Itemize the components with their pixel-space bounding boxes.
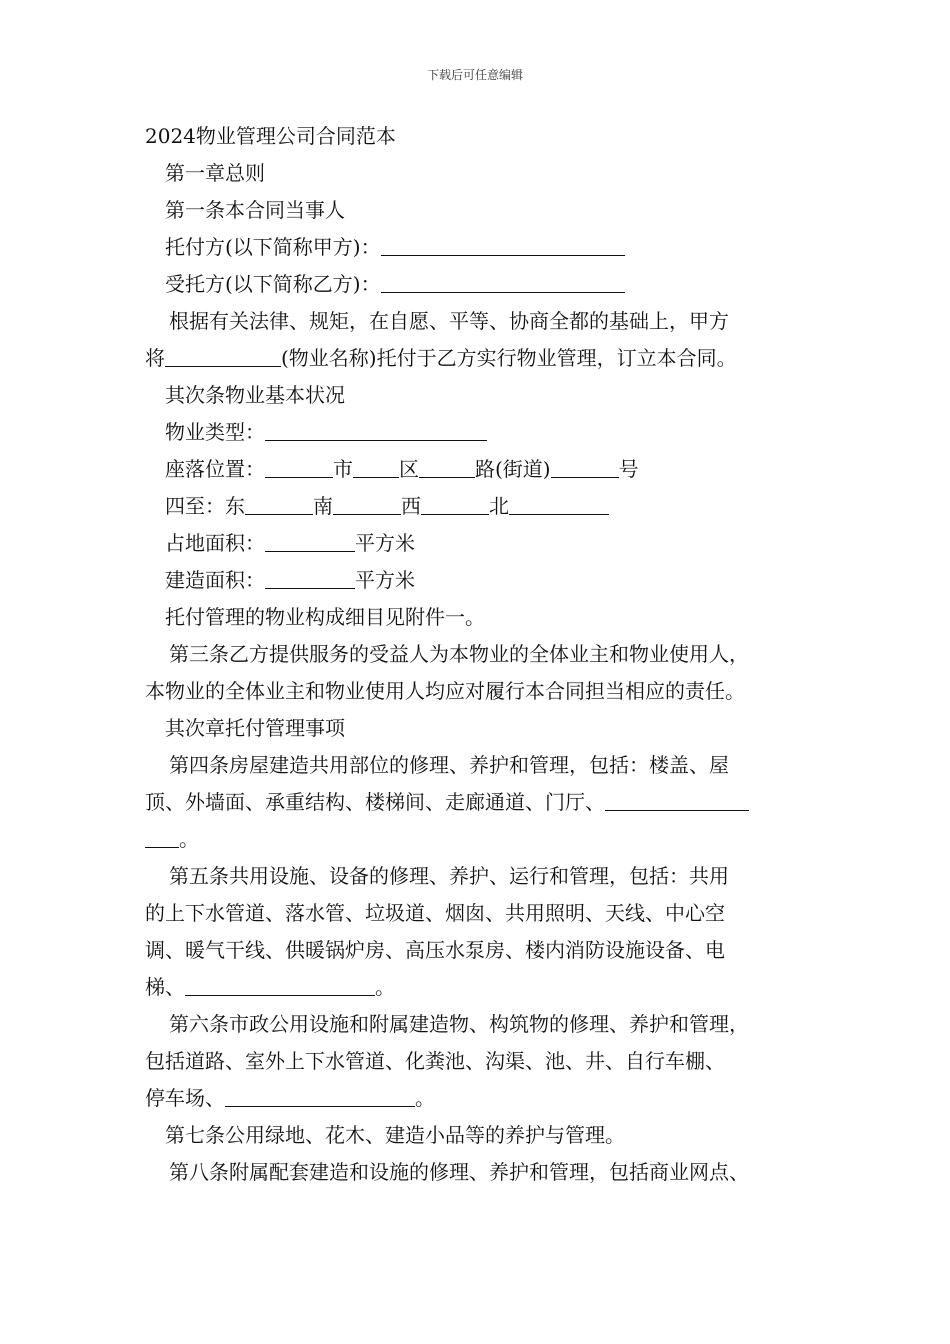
field-label: 建造面积：	[165, 568, 265, 592]
field-label: 南	[313, 494, 333, 518]
south-blank	[333, 490, 401, 515]
party-a-label: 托付方(以下简称甲方)：	[165, 235, 381, 259]
paragraph-line: 托付管理的物业构成细目见附件一。	[165, 605, 485, 629]
paragraph-line	[145, 821, 825, 858]
paragraph-text: 顶、外墙面、承重结构、楼梯间、走廊通道、门厅、	[145, 790, 605, 814]
paragraph-line: 根据有关法律、规矩，在自愿、平等、协商全都的基础上，甲方	[169, 309, 729, 333]
field-label: 西	[401, 494, 421, 518]
document-title: 2024物业管理公司合同范本	[145, 124, 396, 148]
district-blank	[353, 453, 399, 478]
location-line	[145, 451, 825, 488]
paragraph-text: (物业名称)托付于乙方实行物业管理，订立本合同。	[281, 346, 737, 370]
field-label: 占地面积：	[165, 531, 265, 555]
unit-label: 平方米	[355, 568, 415, 592]
paragraph-line	[145, 1080, 825, 1117]
field-label: 北	[489, 494, 509, 518]
paragraph-line: 第三条乙方提供服务的受益人为本物业的全体业主和物业使用人，	[169, 642, 749, 666]
article-heading: 其次条物业基本状况	[165, 383, 345, 407]
paragraph-line: 第七条公用绿地、花木、建造小品等的养护与管理。	[165, 1123, 625, 1147]
property-type-blank	[265, 416, 487, 441]
paragraph-line: 包括道路、室外上下水管道、化粪池、沟渠、池、井、自行车棚、	[145, 1049, 725, 1073]
page-header-note: 下载后可任意编辑	[426, 68, 523, 82]
paragraph-line	[145, 340, 825, 377]
article4-blank	[605, 786, 749, 811]
paragraph-line: 的上下水管道、落水管、垃圾道、烟囱、共用照明、天线、中心空	[145, 901, 725, 925]
paragraph-line	[145, 784, 825, 821]
party-b-blank	[381, 268, 625, 293]
paragraph-line: 本物业的全体业主和物业使用人均应对履行本合同担当相应的责任。	[145, 679, 745, 703]
number-blank	[551, 453, 619, 478]
field-label: 四至：东	[165, 494, 245, 518]
building-area-blank	[265, 564, 355, 589]
field-label: 区	[399, 457, 419, 481]
field-label: 物业类型：	[165, 420, 265, 444]
paragraph-text: 将	[145, 346, 165, 370]
chapter-heading: 第一章总则	[165, 161, 265, 185]
article5-blank	[185, 971, 375, 996]
article-heading: 第一条本合同当事人	[165, 198, 345, 222]
field-label: 号	[618, 457, 639, 481]
building-area-line	[145, 562, 825, 599]
party-a-line	[145, 229, 825, 266]
article6-blank	[225, 1082, 415, 1107]
paragraph-line: 调、暖气干线、供暖锅炉房、高压水泵房、楼内消防设施设备、电	[145, 938, 725, 962]
paragraph-line: 第四条房屋建造共用部位的修理、养护和管理，包括：楼盖、屋	[169, 753, 729, 777]
paragraph-text: 。	[375, 975, 395, 999]
paragraph-text: 停车场、	[145, 1086, 225, 1110]
paragraph-line	[145, 969, 825, 1006]
contract-document	[145, 118, 825, 1191]
land-area-blank	[265, 527, 355, 552]
party-b-label: 受托方(以下简称乙方)：	[165, 272, 381, 296]
field-label: 路(街道)	[475, 457, 551, 481]
north-blank	[509, 490, 609, 515]
west-blank	[421, 490, 489, 515]
field-label: 市	[333, 457, 353, 481]
paragraph-text: 。	[415, 1086, 435, 1110]
unit-label: 平方米	[355, 531, 415, 555]
paragraph-line: 第五条共用设施、设备的修理、养护、运行和管理，包括：共用	[169, 864, 729, 888]
property-type-line	[145, 414, 825, 451]
article4-blank-cont	[145, 823, 179, 848]
land-area-line	[145, 525, 825, 562]
party-b-line	[145, 266, 825, 303]
party-a-blank	[381, 231, 625, 256]
chapter-heading: 其次章托付管理事项	[165, 716, 345, 740]
property-name-blank	[165, 342, 281, 367]
boundary-line	[145, 488, 825, 525]
field-label: 座落位置：	[165, 457, 265, 481]
road-blank	[419, 453, 475, 478]
paragraph-text: 梯、	[145, 975, 185, 999]
paragraph-line: 第六条市政公用设施和附属建造物、构筑物的修理、养护和管理，	[169, 1012, 749, 1036]
city-blank	[265, 453, 333, 478]
paragraph-line: 第八条附属配套建造和设施的修理、养护和管理，包括商业网点、	[169, 1160, 749, 1184]
east-blank	[245, 490, 313, 515]
paragraph-text: 。	[179, 827, 199, 851]
